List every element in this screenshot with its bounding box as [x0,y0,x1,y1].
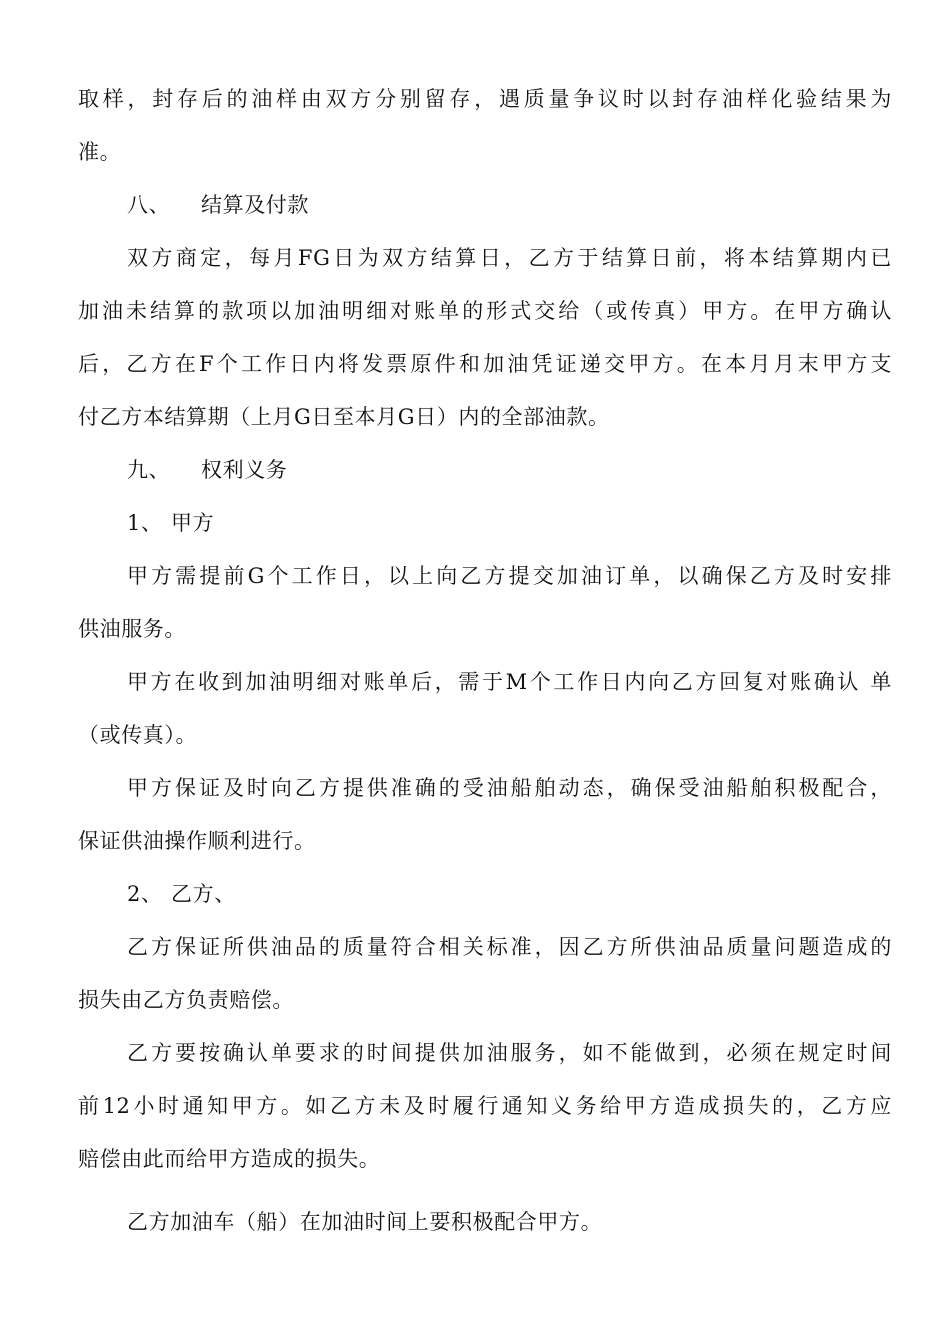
paragraph-line: 甲方需提前G个工作日，以上向乙方提交加油订单，以确保乙方及时安排 [127,564,892,588]
paragraph-line: 准。 [78,140,122,164]
paragraph-line: 乙方要按确认单要求的时间提供加油服务，如不能做到，必须在规定时间 [127,1041,892,1065]
subsection-heading-party-a [127,510,892,536]
paragraph-line: 供油服务。 [78,617,186,641]
subsection-title: 乙方、 [171,882,236,906]
paragraph-line: 乙方保证所供油品的质量符合相关标准，因乙方所供油品质量问题造成的 [127,935,892,959]
section-number: 八、 [127,193,171,217]
subsection-heading-party-b [127,881,892,907]
section-number: 九、 [127,458,171,482]
section-heading-9 [127,457,892,483]
paragraph-line: 取样，封存后的油样由双方分别留存，遇质量争议时以封存油样化验结果为 [78,87,892,111]
paragraph-line: 加油未结算的款项以加油明细对账单的形式交给（或传真）甲方。在甲方确认 [78,299,892,323]
paragraph-line: （或传真）。 [78,723,198,747]
subsection-title: 甲方 [171,511,215,535]
subsection-number: 1、 [127,511,163,535]
section-heading-8 [127,192,892,218]
paragraph-line: 保证供油操作顺利进行。 [78,829,316,853]
paragraph-line: 付乙方本结算期（上月G日至本月G日）内的全部油款。 [78,405,610,429]
paragraph-line: 乙方加油车（船）在加油时间上要积极配合甲方。 [127,1210,603,1234]
section-title: 权利义务 [201,458,288,482]
paragraph-line: 后，乙方在F个工作日内将发票原件和加油凭证递交甲方。在本月月末甲方支 [78,352,892,376]
paragraph-line: 甲方保证及时向乙方提供准确的受油船舶动态，确保受油船舶积极配合， [127,776,892,800]
paragraph-line: 损失由乙方负责赔偿。 [78,988,294,1012]
paragraph-line: 前12小时通知甲方。如乙方未及时履行通知义务给甲方造成损失的，乙方应 [78,1094,892,1118]
paragraph-line: 双方商定，每月FG日为双方结算日，乙方于结算日前，将本结算期内已 [127,246,892,270]
paragraph-line: 赔偿由此而给甲方造成的损失。 [78,1147,381,1171]
subsection-number: 2、 [127,882,163,906]
section-title: 结算及付款 [201,193,309,217]
paragraph-line: 甲方在收到加油明细对账单后，需于M个工作日内向乙方回复对账确认 单 [127,670,892,694]
